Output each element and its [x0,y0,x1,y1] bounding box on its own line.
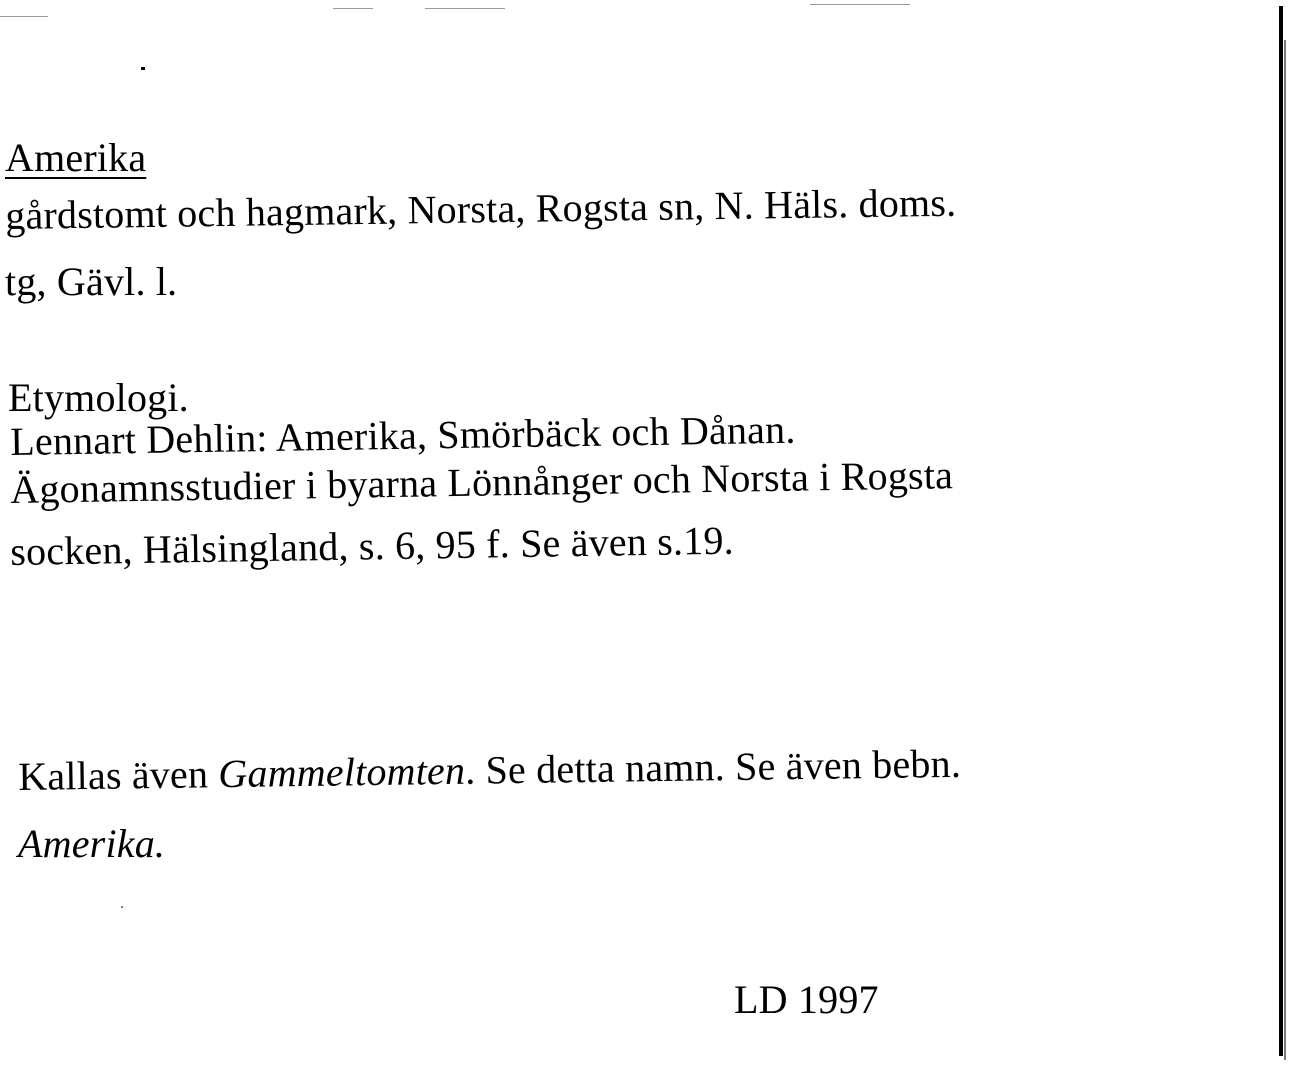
etymology-heading: Etymologi. [8,375,189,420]
cross-reference-note [17,740,962,799]
alternate-name: Gammeltomten [218,747,466,797]
location-line-2: tg, Gävl. l. [5,259,178,304]
scan-speck [810,4,910,5]
scan-speck [425,8,505,9]
note-prefix: Kallas även [17,751,219,799]
cross-reference-line-2 [18,821,166,866]
signature: LD 1997 [734,977,879,1022]
etymology-source-line-2: Ägonamnsstudier i byarna Lönnånger och Norsta i Rogsta [9,452,954,512]
scan-speck [0,16,48,17]
note-suffix: . Se detta namn. Se även bebn. [464,740,962,793]
scan-speck [333,8,373,9]
card-edge-line [1279,6,1283,1056]
location-line-1: gårdstomt och hagmark, Norsta, Rogsta sn, N. Häls. doms. [4,179,957,238]
entry-title: Amerika [5,135,147,180]
scan-speck [141,67,145,70]
etymology-source-line-3: socken, Hälsingland, s. 6, 95 f. Se även s.19. [9,517,735,574]
etymology-source-line-1: Lennart Dehlin: Amerika, Smörbäck och Dånan. [9,406,796,464]
card-edge-shadow [1284,40,1286,1060]
scan-speck [121,906,123,908]
referenced-name: Amerika. [18,821,166,866]
